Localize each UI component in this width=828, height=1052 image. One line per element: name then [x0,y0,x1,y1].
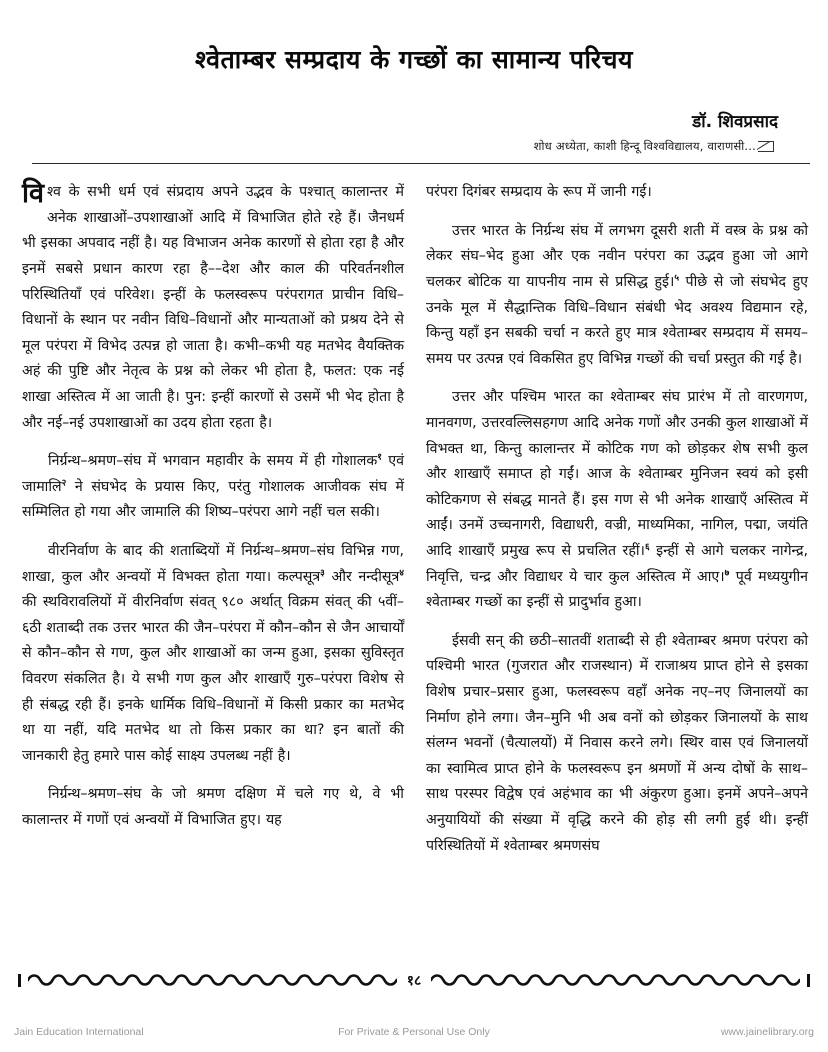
ornament-end-cap-left [18,974,21,987]
paragraph [22,449,404,526]
footnote-marker[interactable]: ६ [644,542,650,553]
paragraph-text-segment: वीरनिर्वाण के बाद की शताब्दियों में निर्ग्रन्थ–श्रमण–संघ विभिन्न गण, शाखा, कुल और अन्वयों में विभक्त होता गया। कल्पसूत्र [22,542,404,585]
footnote-marker[interactable]: ५ [674,273,680,284]
author-affiliation-text: शोध अध्येता, काशी हिन्दू विश्वविद्यालय, वाराणसी... [533,139,756,154]
body-columns [0,164,828,869]
author-name: डॉ. शिवप्रसाद [692,112,778,133]
footer-organization: Jain Education International [14,1026,144,1038]
footnote-marker[interactable]: १ [377,452,382,463]
footer-website[interactable]: www.jainelibrary.org [720,1026,814,1038]
paragraph-text-segment: उत्तर भारत के निर्ग्रन्थ संघ में लगभग दूसरी शती में वस्त्र के प्रश्न को लेकर संघ–भेद हुआ और एक नवीन परंपरा का उद्भव हुआ जो आगे चलकर बोटिक या यापनीय नाम से प्रसिद्ध हुई। [426,222,808,291]
byline [32,109,796,154]
paragraph: परंपरा दिगंबर सम्प्रदाय के रूप में जानी गई। [426,184,652,201]
paragraph [22,539,404,769]
footnote-marker[interactable]: २ [61,478,67,489]
paragraph-text-segment: की स्थविरावलियों में वीरनिर्वाण संवत् ९८० अर्थात् विक्रम संवत् की ५वीं–६ठी शताब्दी तक उत्तर भारत की जैन–परंपरा में कौन–कौन से जैन आचार्यों से कौन–कौन से गण, कुल और शाखाओं का जन्म हुआ, इसका सुविस्तृत विवरण संकलित है। ये सभी गण कुल और शाखाएँ गुरु–परंपरा विशेष से ही संबद्ध रही हैं। इनके धार्मिक विधि–विधानों में किसी प्रकार का मतभेद था या नहीं, यदि मतभेद था तो किस प्रकार का था? इन बातों की जानकारी हेतु हमारे पास कोई साक्ष्य उपलब्ध नहीं है। [22,594,404,764]
paragraph-text-segment: ने संघभेद के प्रयास किए, परंतु गोशालक आजीवक संघ में सम्मिलित हो गया और जामालि की शिष्य–परंपरा आगे नहीं चल सकी। [22,478,404,521]
page-header [0,0,828,154]
paragraph-text-segment: इन्हीं से आगे चलकर नागेन्द्र, निवृत्ति, चन्द्र और विद्याधर ये चार कुल अस्तित्व में आए। [426,542,808,585]
paragraph [426,385,808,615]
paragraph-text-segment: निर्ग्रन्थ–श्रमण–संघ में भगवान महावीर के समय में ही गोशालक [48,453,378,470]
footnote-marker[interactable]: ७ [724,567,730,578]
left-column [22,180,404,869]
paragraph-text-segment: और नन्दीसूत्र [324,568,400,585]
paragraph-text-segment: पीछे से जो संघभेद हुए उनके मूल में सैद्धान्तिक विधि–विधान संबंधी भेद अवश्य विद्यमान रहे, किन्तु यहाँ इन सबकी चर्चा न करते हुए मात्र श्वेताम्बर सम्प्रदाय में समय–समय पर उत्पन्न एवं विकसित हुए विभिन्न गच्छों की चर्चा प्रस्तुत की गई है। [426,274,808,367]
footnote-marker[interactable]: ३ [320,567,325,578]
page-title: श्वेताम्बर सम्प्रदाय के गच्छों का सामान्य परिचय [194,45,634,74]
paragraph-text-segment: उत्तर और पश्चिम भारत का श्वेताम्बर संघ प्रारंभ में तो वारणगण, मानवगण, उत्तरवल्लिसहगण आदि अनेक गणों और उनकी कुल शाखाओं में विभक्त था, किन्तु कालान्तर में कोटिक गण को छोड़कर शेष सभी कुल और शाखाएँ समाप्त हो गईं। आज के श्वेताम्बर मुनिजन स्वयं को इसी कोटिकगण से संबद्ध मानते हैं। इस गण से भी अनेक शाखाएँ अस्तित्व में आईं। उनमें उच्चनागरी, विद्याधरी, वज्री, माध्यमिका, नागिल, पद्मा, जयंति आदि शाखाएँ प्रमुख रूप से प्रचलित रहीं। [426,389,808,559]
right-column [426,180,808,869]
signature-mark-icon [756,140,778,151]
author-affiliation [32,139,778,154]
paragraph: विश्व के सभी धर्म एवं संप्रदाय अपने उद्भव के पश्चात् कालान्तर में अनेक शाखाओं–उपशाखाओं आदि में विभाजित होते रहे हैं। जैनधर्म भी इसका अपवाद नहीं है। यह विभाजन अनेक कारणों से होता रहा है और इनमें सबसे प्रधान कारण रहा है––देश और काल की परिवर्तनशील परिस्थितियाँ एवं परिवेश। इन्हीं के फलस्वरूप परंपरागत प्राचीन विधि–विधानों के स्थान पर नवीन विधि–विधानों और मान्यताओं को प्रश्रय देने से मूल परंपरा में विभेद उत्पन्न हो जाता है। कभी–कभी यह मतभेद वैयक्तिक अहं की पुष्टि और नेतृत्व के प्रश्न को लेकर भी होता है, फलत: एक नई शाखा अस्तित्व में आ जाती है। पुन: इन्हीं कारणों से उसमें भी भेद होता है और नई–नई उपशाखाओं का उदय होता रहता है। [22,178,404,431]
ornament-end-cap-right [807,974,810,987]
page-number: १८ [406,972,422,989]
footnote-marker[interactable]: ४ [399,567,404,578]
page-footer-ornament [18,970,810,990]
vine-ornament-left-icon [28,972,397,988]
footer-usage-notice: For Private & Personal Use Only [338,1026,490,1038]
vine-ornament-right-icon [431,972,800,988]
page-footer [0,1026,828,1038]
paragraph-text-segment: एवं जामालि [22,453,405,495]
paragraph [426,219,808,373]
paragraph: निर्ग्रन्थ–श्रमण–संघ के जो श्रमण दक्षिण में चले गए थे, वे भी कालान्तर में गणों एवं अन्वयों में विभाजित हुए। यह [22,786,404,828]
paragraph-text-segment: पूर्व मध्ययुगीन श्वेताम्बर गच्छों का इन्हीं से प्रादुर्भाव हुआ। [426,568,808,611]
paragraph: ईसवी सन् की छठी–सातवीं शताब्दी से ही श्वेताम्बर श्रमण परंपरा को पश्चिमी भारत (गुजरात और राजस्थान) में राजाश्रय प्राप्त होने से इसका विशेष प्रचार–प्रसार हुआ, फलस्वरूप वहाँ अनेक नए–नए जिनालयों का निर्माण होने लगा। जैन–मुनि भी अब वनों को छोड़कर जिनालयों के साथ संलग्न भवनों (चैत्यालयों) में निवास करने लगे। स्थिर वास एवं जिनालयों का स्वामित्व प्राप्त होने के फलस्वरूप इन श्रमणों में अन्य दोषों के साथ–साथ परस्पर विद्वेष एवं अहंभाव का भी अंकुरण हुआ। इनमें अपने–अपने अनुयायियों की संख्या में वृद्धि करने की होड़ सी लगी हुई थी। इन्हीं परिस्थितियों में श्वेताम्बर श्रमणसंघ [426,632,808,854]
